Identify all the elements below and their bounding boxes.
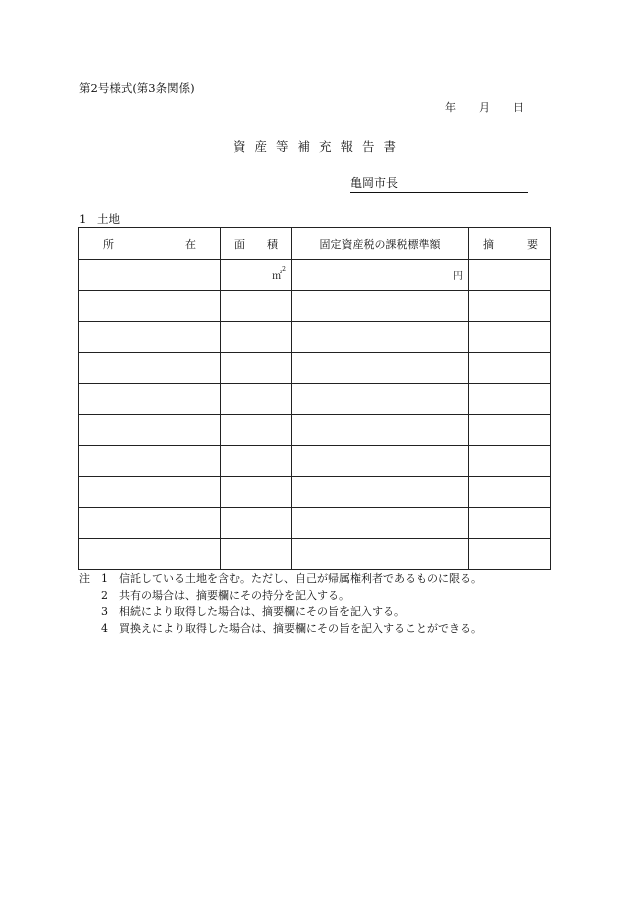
note-text: 相続により取得した場合は、摘要欄にその旨を記入する。: [119, 605, 405, 618]
column-header-area: 面 積: [221, 228, 292, 260]
date-month-label: 月: [479, 101, 490, 114]
note-text: 信託している土地を含む。ただし、自己が帰属権利者であるものに限る。: [119, 572, 482, 585]
note-item: [79, 604, 482, 621]
column-header-assessed-value: 固定資産税の課税標準額: [292, 228, 469, 260]
date-line: [445, 99, 524, 115]
remarks-cell[interactable]: [469, 539, 551, 570]
table-row: [79, 322, 551, 353]
note-item: [79, 571, 482, 588]
assessed-value-cell[interactable]: [292, 415, 469, 446]
location-cell[interactable]: [79, 477, 221, 508]
note-text: 共有の場合は、摘要欄にその持分を記入する。: [119, 588, 350, 602]
location-cell[interactable]: [79, 353, 221, 384]
table-row: [79, 384, 551, 415]
area-cell[interactable]: [221, 260, 292, 291]
section-heading: [79, 211, 120, 227]
land-table: [78, 227, 551, 570]
area-cell[interactable]: [221, 415, 292, 446]
note-number: 2: [101, 588, 108, 602]
notes-prefix: 注: [79, 572, 90, 585]
location-cell[interactable]: [79, 415, 221, 446]
remarks-cell[interactable]: [469, 477, 551, 508]
assessed-value-cell[interactable]: [292, 260, 469, 291]
table-header-row: [79, 228, 551, 260]
value-unit: 円: [453, 271, 463, 282]
date-year-label: 年: [445, 101, 456, 114]
location-cell[interactable]: [79, 260, 221, 291]
area-cell[interactable]: [221, 384, 292, 415]
table-row: [79, 539, 551, 570]
table-row: [79, 477, 551, 508]
area-unit: ㎡$^2$: [272, 266, 286, 282]
area-cell[interactable]: [221, 353, 292, 384]
remarks-cell[interactable]: [469, 446, 551, 477]
location-cell[interactable]: [79, 446, 221, 477]
date-day-label: 日: [513, 101, 524, 114]
addressee: 亀岡市長: [350, 174, 528, 193]
area-cell[interactable]: [221, 446, 292, 477]
table-row: [79, 291, 551, 322]
assessed-value-cell[interactable]: [292, 539, 469, 570]
note-number: 1: [101, 572, 108, 585]
remarks-cell[interactable]: [469, 260, 551, 291]
form-number: 第2号様式(第3条関係): [79, 81, 195, 95]
note-number: 3: [101, 605, 108, 618]
assessed-value-cell[interactable]: [292, 508, 469, 539]
remarks-cell[interactable]: [469, 508, 551, 539]
location-cell[interactable]: [79, 384, 221, 415]
remarks-cell[interactable]: [469, 322, 551, 353]
area-cell[interactable]: [221, 322, 292, 353]
remarks-cell[interactable]: [469, 415, 551, 446]
remarks-cell[interactable]: [469, 291, 551, 322]
table-row: [79, 353, 551, 384]
location-cell[interactable]: [79, 539, 221, 570]
remarks-cell[interactable]: [469, 384, 551, 415]
table-row: [79, 508, 551, 539]
column-header-remarks: 摘 要: [469, 228, 551, 260]
note-text: 買換えにより取得した場合は、摘要欄にその旨を記入することができる。: [119, 621, 482, 635]
note-item: [79, 621, 482, 638]
area-cell[interactable]: [221, 291, 292, 322]
assessed-value-cell[interactable]: [292, 477, 469, 508]
assessed-value-cell[interactable]: [292, 446, 469, 477]
document-title: 資産等補充報告書: [232, 139, 405, 154]
table-row: [79, 415, 551, 446]
table-row: [79, 260, 551, 291]
note-number: 4: [101, 621, 108, 635]
assessed-value-cell[interactable]: [292, 353, 469, 384]
note-item: [79, 588, 482, 605]
assessed-value-cell[interactable]: [292, 384, 469, 415]
section-label: 土地: [97, 212, 120, 226]
location-cell[interactable]: [79, 322, 221, 353]
assessed-value-cell[interactable]: [292, 291, 469, 322]
column-header-location: 所 在: [79, 228, 221, 260]
location-cell[interactable]: [79, 291, 221, 322]
remarks-cell[interactable]: [469, 353, 551, 384]
table-row: [79, 446, 551, 477]
notes: [79, 571, 482, 637]
area-cell[interactable]: [221, 508, 292, 539]
area-cell[interactable]: [221, 539, 292, 570]
assessed-value-cell[interactable]: [292, 322, 469, 353]
area-cell[interactable]: [221, 477, 292, 508]
section-number: 1: [79, 212, 87, 226]
location-cell[interactable]: [79, 508, 221, 539]
